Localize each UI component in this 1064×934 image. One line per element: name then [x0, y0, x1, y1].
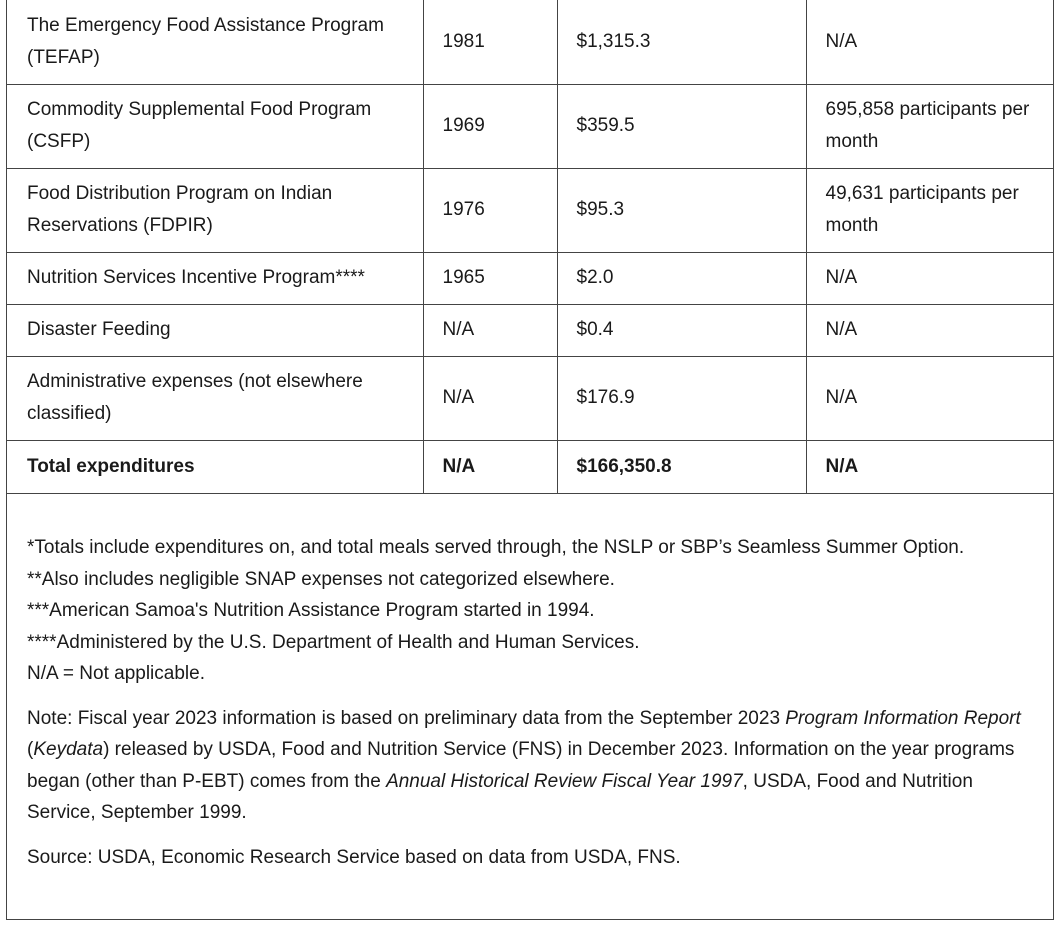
participation-cell: N/A [806, 304, 1054, 356]
year-began-cell: 1969 [423, 84, 557, 168]
note-text: ( [27, 739, 34, 760]
total-row [6, 440, 1054, 493]
participation-cell: N/A [806, 356, 1054, 440]
expenditure-cell: $95.3 [557, 168, 806, 252]
note-keydata: Keydata [33, 739, 104, 760]
expenditure-cell: $2.0 [557, 252, 806, 304]
program-name-cell: Disaster Feeding [6, 304, 423, 356]
year-began-cell: 1965 [423, 252, 557, 304]
program-name-cell: The Emergency Food Assistance Program (TEFAP) [6, 0, 423, 84]
note-report-title: Program Information Report [785, 707, 1021, 729]
source-line: Source: USDA, Economic Research Service based on data from USDA, FNS. [27, 846, 681, 868]
table-notes [27, 532, 1037, 873]
total-label-cell: Total expenditures [6, 440, 423, 493]
expenditure-cell: $1,315.3 [557, 0, 806, 84]
program-name-cell: Administrative expenses (not elsewhere classified) [6, 356, 423, 440]
table-row [6, 84, 1054, 168]
program-name-cell: Food Distribution Program on Indian Reservations (FDPIR) [6, 168, 423, 252]
footnote: ****Administered by the U.S. Department of Health and Human Services. [27, 631, 640, 653]
program-expenditures-table [6, 0, 1054, 494]
note-text: ) released by USDA, Food and Nutrition Service (FNS) in December 2023. Information on the year programs began (other than P-EBT) comes from the [27, 739, 1015, 792]
participation-cell: N/A [806, 252, 1054, 304]
expenditure-cell: $176.9 [557, 356, 806, 440]
participation-cell: 695,858 participants per month [806, 84, 1054, 168]
data-note [27, 703, 1037, 829]
table-row [6, 0, 1054, 84]
footnote: *Totals include expenditures on, and total meals served through, the NSLP or SBP’s Seamless Summer Option. [27, 537, 965, 558]
table-row [6, 252, 1054, 304]
footnote: N/A = Not applicable. [27, 663, 205, 684]
footnote: **Also includes negligible SNAP expenses not categorized elsewhere. [27, 568, 615, 590]
note-text: Note: Fiscal year 2023 information is based on preliminary data from the September 2023 [27, 707, 786, 729]
note-text: , USDA, Food and Nutrition Service, September 1999. [27, 770, 973, 823]
year-began-cell: 1981 [423, 0, 557, 84]
program-name-cell: Commodity Supplemental Food Program (CSFP) [6, 84, 423, 168]
participation-cell: 49,631 participants per month [806, 168, 1054, 252]
table-row [6, 356, 1054, 440]
note-review-title: Annual Historical Review Fiscal Year 1997 [386, 770, 743, 792]
program-name-cell: Nutrition Services Incentive Program**** [6, 252, 423, 304]
table-row [6, 304, 1054, 356]
expenditure-cell: $0.4 [557, 304, 806, 356]
year-began-cell: N/A [423, 356, 557, 440]
table-row [6, 168, 1054, 252]
year-began-cell: 1976 [423, 168, 557, 252]
footnote: ***American Samoa's Nutrition Assistance Program started in 1994. [27, 600, 595, 621]
footnotes [27, 532, 1037, 690]
total-year-cell: N/A [423, 440, 557, 493]
total-participation-cell: N/A [806, 440, 1054, 493]
total-expenditure-cell: $166,350.8 [557, 440, 806, 493]
participation-cell: N/A [806, 0, 1054, 84]
expenditure-cell: $359.5 [557, 84, 806, 168]
year-began-cell: N/A [423, 304, 557, 356]
